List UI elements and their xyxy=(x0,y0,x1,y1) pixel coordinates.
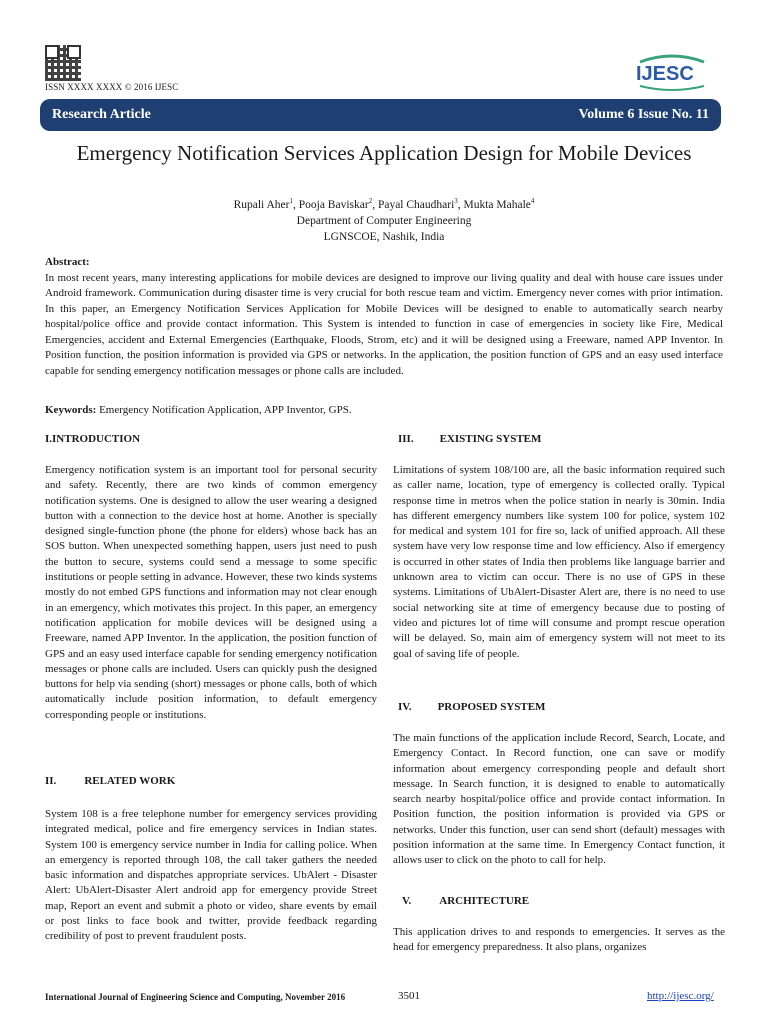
footer-journal: International Journal of Engineering Science and Computing, November 2016 xyxy=(45,992,346,1002)
architecture-text: This application drives to and responds to emergencies. It serves as the head for emergency preparedness. It also plans, organizes xyxy=(393,926,725,954)
section-heading-proposed-system: IV. PROPOSED SYSTEM xyxy=(398,701,546,713)
abstract xyxy=(45,255,723,379)
ijesc-logo xyxy=(632,50,712,94)
author-list: Rupali Aher$^1$, Pooja Baviskar$^2$, Payal Chaudhari$^3$, Mukta Mahale$^4$ xyxy=(233,197,535,211)
author-block xyxy=(40,193,728,245)
keywords-text: Emergency Notification Application, APP Inventor, GPS. xyxy=(99,404,352,416)
proposed-system-text: The main functions of the application include Record, Search, Locate, and Emergency Contact. In Record function, one can save or modify information about emergency corresponding people and default short message. In Search function, it is designed to enable to automatically search nearby hospital/police office and provide contact information. In Position function, the position information is provided via GPS or networks. Under this function, user can send short (default) messages with position information at the same time. In Emergency Contact function, it allows user to click on the photo to call for help. xyxy=(393,732,725,867)
abstract-heading: Abstract: xyxy=(45,256,90,268)
section-heading-existing-system: III. EXISTING SYSTEM xyxy=(398,433,542,445)
page-number: 3501 xyxy=(398,990,420,1002)
paper-title: Emergency Notification Services Application Design for Mobile Devices xyxy=(76,141,692,165)
keywords-label: Keywords: xyxy=(45,404,97,416)
svg-text:IJESC: IJESC xyxy=(636,63,694,85)
related-work-text: System 108 is a free telephone number for emergency services providing integrated medical, police and fire emergency services in Indian states. System 100 is emergency service number in India for calling police. When an emergency is reported through 108, the call taker gathers the needed basic information and dispatches appropriate services. UbAlert - Disaster Alert: UbAlert-Disaster Alert android app for emergency provide Street map, Report an event and submit a photo or video, share events by email or post links to face book and twitter, provide feedback regarding credibility of post to prevent fraudulent posts. xyxy=(45,808,377,943)
section-heading-architecture: V. ARCHITECTURE xyxy=(402,895,530,907)
institution: LGNSCOE, Nashik, India xyxy=(323,230,445,243)
article-type: Research Article xyxy=(52,107,151,122)
issn-line: ISSN XXXX XXXX © 2016 IJESC xyxy=(45,82,179,92)
section-heading-related-work: II. RELATED WORK xyxy=(45,775,176,787)
introduction-text: Emergency notification system is an important tool for personal security and safety. Recently, there are two kinds of common emergency notification systems. One is designed to allow the user wearing a designed button with a connection to the device host at home. Another is specially designed single-function phone (the phone for elders) whose back has an SOS button. When unexpected something happen, users just need to push the button to secure, systems could send a message to some specific institutions or people setting in advance. However, these two kinds systems mostly do not embed GPS functions and information may not clear enough in an emergency, which motivates this project. In this paper, an emergency notification application for mobile devices will be designed using a Freeware, named APP Inventor. In the application, the position function of GPS and an easy used interface capable for sending emergency notification messages or phone calls are included. Users can quickly push the designed buttons for help via sending (short) messages or phone calls, both of which automatically include position information, to default emergency corresponding people or institutions. xyxy=(45,464,377,721)
volume-label: Volume 6 Issue No. 11 xyxy=(578,107,709,122)
existing-system-text: Limitations of system 108/100 are, all the basic information required such as caller name, location, type of emergency is collected orally. Typical response time in metros when the police station in nearly is 30min. India has different emergency numbers like system 100 for police, system 102 for medical and system 101 for fire so, lack of unified approach. All these system have very low response time and low efficiency. Also if emergency is occurred in other states of India then problems like language barrier and unknown area to victim can occur. There is no use of GPS in these systems. Limitations of UbAlert-Disaster Alert are, there is no need to use social networking site at time of emergency because due to posting of video and pictures lot of time will consume and prompt rescue operation will be delayed. So, main aim of emergency system will not meet to its goal of saving life of people. xyxy=(393,464,725,660)
section-heading-introduction: I.INTRODUCTION xyxy=(45,433,141,445)
keywords xyxy=(45,404,723,416)
qr-code-icon xyxy=(45,45,81,81)
department: Department of Computer Engineering xyxy=(296,214,472,227)
article-banner xyxy=(40,99,721,131)
abstract-text: In most recent years, many interesting applications for mobile devices are designed to improve our living quality and deal with house care issues under Android framework. Communication during disaster time is very crucial for both rescue team and victim. Emergency never comes with prior intimation. In this paper, an Emergency Notification Services Application for Mobile Devices will be designed to enable to automatically search nearby hospital/police office and provide contact information. This System is intended to function in case of emergencies in society like Fire, Medical Emergencies, accident and External Emergencies (Earthquake, Floods, Strom, etc) and it will be designed using a Freeware, named APP Inventor. In Position function, the position information is provided via GPS or networks. In the application, the position function of GPS and an easy used interface capable for sending emergency notification messages or phone calls are included. xyxy=(45,271,723,377)
footer-link[interactable]: http://ijesc.org/ xyxy=(647,990,714,1002)
